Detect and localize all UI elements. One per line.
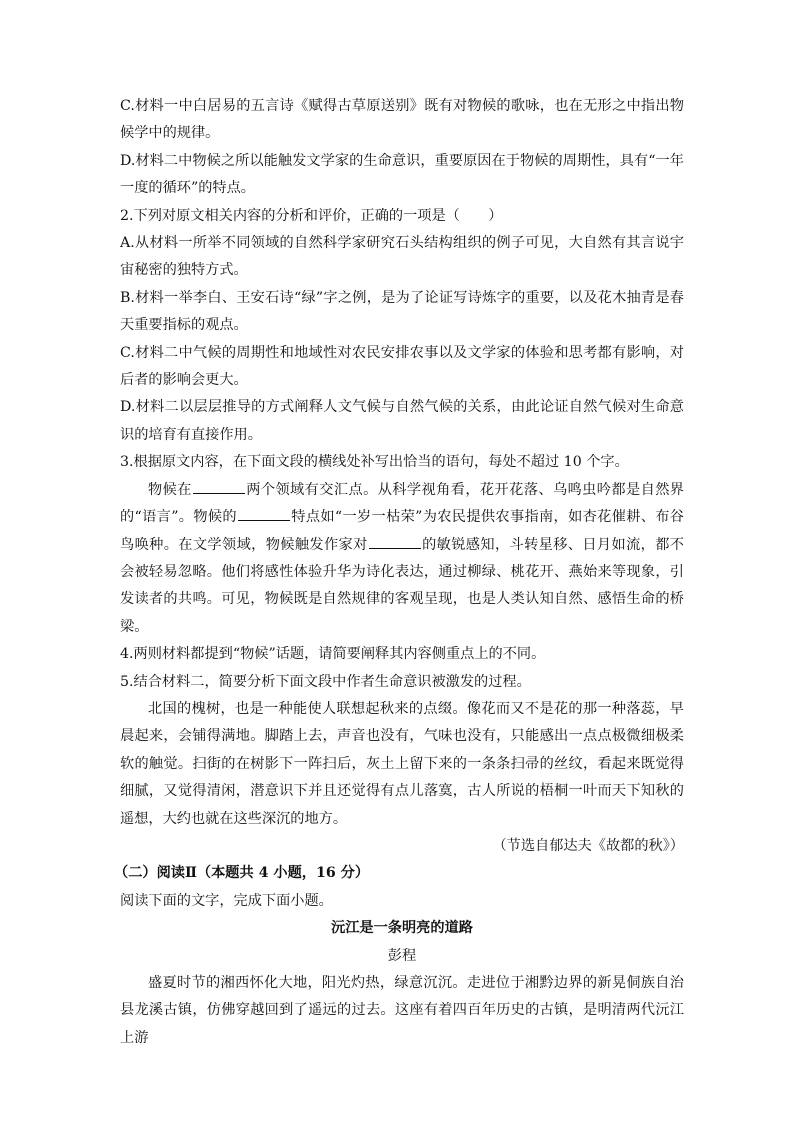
- fill-blank-3: [369, 534, 421, 549]
- question-2-option-a: A.从材料一所举不同领域的自然科学家研究石头结构组织的例子可见，大自然有其言说宇宙秘密的独特方式。: [120, 235, 684, 279]
- question-2-option-c: C.材料二中气候的周期性和地域性对农民安排农事以及文学家的体验和思考都有影响，对后者的影响会更大。: [120, 344, 684, 389]
- reading-instruction: 阅读下面的文字，完成下面小题。: [120, 892, 333, 909]
- passage-part-3: 特点如“一岁一枯荣”为农民提供农事指南，如杏花催耕、布谷鸟唤种。在文学领域，物候触发作家对: [120, 509, 684, 553]
- article-author: 彭程: [387, 947, 417, 964]
- option-c-line: C.材料一中白居易的五言诗《赋得古草原送别》既有对物候的歌咏，也在无形之中指出物候学中的规律。: [120, 98, 684, 142]
- question-5-excerpt: 北国的槐树，也是一种能使人联想起秋来的点缀。像花而又不是花的那一种落蕊，早晨起来，会铺得满地。脚踏上去，声音也没有，气味也没有，只能感出一点点极微细极柔软的触觉。扫街的在树影下一阵扫后，灰土上留下来的一条条扫帚的丝纹，看起来既觉得细腻，又觉得清闲，潜意识下并且还觉得有点儿落寞，古人所说的梧桐一叶而天下知秋的遥想，大约也就在这些深沉的地方。: [120, 700, 684, 827]
- question-5: 5.结合材料二，简要分析下面文段中作者生命意识被激发的过程。: [120, 673, 531, 690]
- passage-part-1: 物候在: [148, 481, 192, 498]
- question-3-passage: [120, 477, 684, 641]
- passage-part-4: 的敏锐感知，斗转星移、日月如流，都不会被轻易忽略。他们将感性体验升华为诗化表达，通过柳绿、桃花开、燕始来等现象，引发读者的共鸣。可见，物候既是自然规律的客观呈现，也是人类认知自然、感悟生命的桥梁。: [120, 536, 684, 635]
- passage-part-2: 两个领域有交汇点。从科学视角看，花开花落、乌鸣虫吟都是自然界的“语言”。物候的: [120, 481, 684, 526]
- fill-blank-2: [238, 506, 290, 521]
- question-2-option-d: D.材料二以层层推导的方式阐释人文气候与自然气候的关系，由此论证自然气候对生命意识的培育有直接作用。: [120, 399, 684, 443]
- question-3: 3.根据原文内容，在下面文段的横线处补写出恰当的语句，每处不超过 10 个字。: [120, 454, 629, 471]
- option-d-line: D.材料二中物候之所以能触发文学家的生命意识，重要原因在于物候的周期性，具有“一年一度的循环”的特点。: [120, 152, 684, 197]
- article-title: 沅江是一条明亮的道路: [331, 920, 473, 937]
- question-2-option-b: B.材料一举李白、王安石诗“绿”字之例，是为了论证写诗炼字的重要，以及花木抽青是春天重要指标的观点。: [120, 289, 684, 334]
- article-paragraph: 盛夏时节的湘西怀化大地，阳光灼热，绿意沉沉。走进位于湘黔边界的新晃侗族自治县龙溪古镇，仿佛穿越回到了遥远的过去。这座有着四百年历史的古镇，是明清两代沅江上游: [120, 975, 684, 1046]
- section-heading: （二）阅读Ⅱ（本题共 4 小题，16 分）: [114, 865, 370, 882]
- question-4: 4.两则材料都提到“物候”话题，请简要阐释其内容侧重点上的不同。: [120, 646, 546, 663]
- fill-blank-1: [193, 479, 245, 494]
- excerpt-source: （节选自郁达夫《故都的秋》）: [492, 837, 684, 854]
- question-2: 2.下列对原文相关内容的分析和评价，正确的一项是（ ）: [120, 207, 503, 224]
- document-page: [114, 93, 684, 1052]
